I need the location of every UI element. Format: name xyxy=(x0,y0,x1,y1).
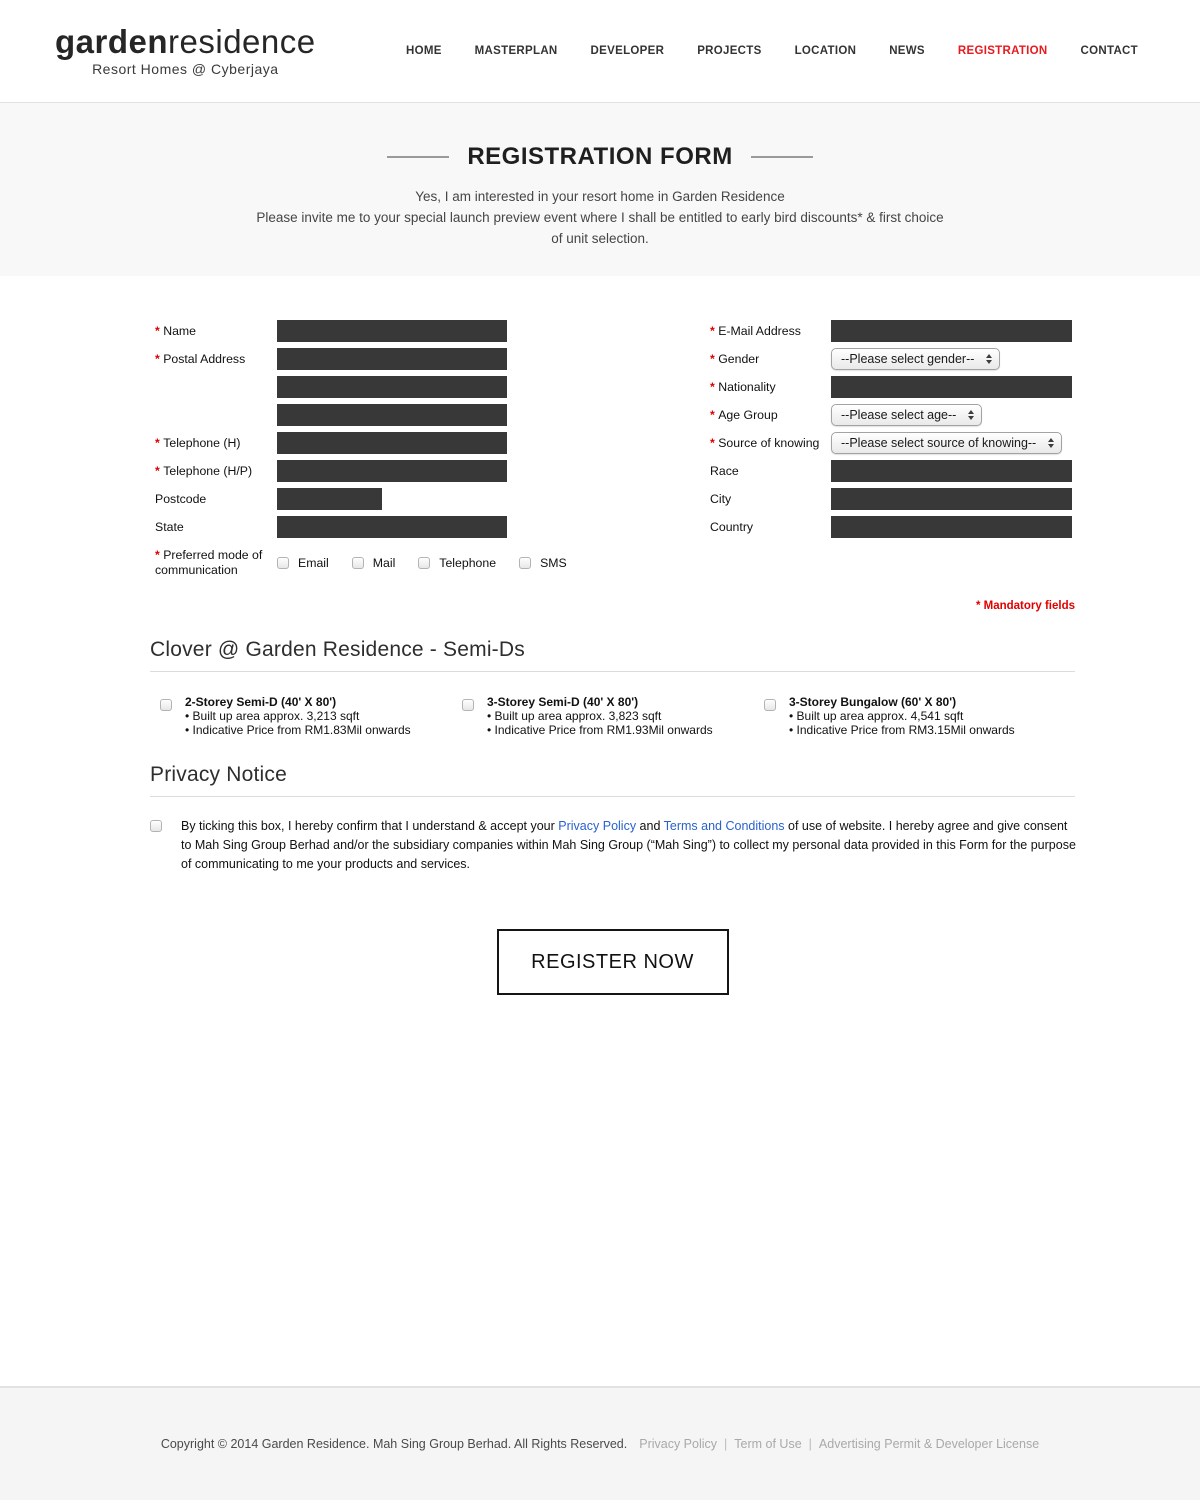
gender-select[interactable] xyxy=(831,348,1000,370)
required-asterisk: * xyxy=(710,351,719,366)
field-label-text: E-Mail Address xyxy=(718,323,801,338)
nav-item-news[interactable]: NEWS xyxy=(889,45,925,57)
site-header xyxy=(0,0,1200,103)
field-label-e-mail-address xyxy=(710,320,831,342)
form-row xyxy=(710,516,1075,538)
form-grid xyxy=(150,320,1075,585)
e-mail-address-input[interactable] xyxy=(831,320,1072,342)
field-label-text: Gender xyxy=(718,351,760,366)
unit-option-checkbox-3-storey-semi-d-40-x-80[interactable] xyxy=(462,699,474,711)
field-label xyxy=(155,404,277,426)
footer-link-advertising-permit-developer-license[interactable]: Advertising Permit & Developer License xyxy=(818,1437,1040,1451)
register-button-row xyxy=(150,929,1075,995)
intro-line-1: Yes, I am interested in your resort home in Garden Residence xyxy=(415,189,785,204)
select-arrows-icon xyxy=(1048,438,1054,448)
required-asterisk: * xyxy=(710,407,719,422)
form-row xyxy=(155,544,610,579)
field-label-postcode xyxy=(155,488,277,510)
select-arrows-icon xyxy=(968,410,974,420)
field-label-text: Telephone (H) xyxy=(163,435,241,450)
field-label-text: Telephone (H/P) xyxy=(163,463,253,478)
privacy-text-mid: and xyxy=(636,819,664,834)
site-footer xyxy=(0,1386,1200,1500)
form-row xyxy=(710,348,1075,370)
title-rule-right xyxy=(751,156,813,158)
form-row xyxy=(155,320,610,342)
nav-item-location[interactable]: LOCATION xyxy=(794,45,857,57)
checkbox-label-mail: Mail xyxy=(372,555,396,570)
communication-mode-group xyxy=(277,544,590,579)
nav-item-contact[interactable]: CONTACT xyxy=(1080,45,1138,57)
form-column-right xyxy=(710,320,1075,585)
field-label-text: Nationality xyxy=(718,379,776,394)
nav-item-projects[interactable]: PROJECTS xyxy=(697,45,762,57)
checkbox-label-email: Email xyxy=(298,555,329,570)
race-input[interactable] xyxy=(831,460,1072,482)
nav-item-developer[interactable]: DEVELOPER xyxy=(590,45,665,57)
field-label-country xyxy=(710,516,831,538)
telephone-checkbox[interactable] xyxy=(418,557,430,569)
field-label-text: State xyxy=(155,519,184,534)
privacy-policy-link[interactable]: Privacy Policy xyxy=(558,819,637,834)
form-row xyxy=(710,488,1075,510)
telephone-h-p-input[interactable] xyxy=(277,460,507,482)
privacy-consent-text xyxy=(181,817,1080,874)
unit-title: 2-Storey Semi-D (40' X 80') xyxy=(185,695,337,710)
form-row xyxy=(710,404,1075,426)
postal-address-input[interactable] xyxy=(277,348,507,370)
unit-option-checkbox-3-storey-bungalow-60-x-80[interactable] xyxy=(764,699,776,711)
logo-text xyxy=(55,25,316,58)
unit-option-text xyxy=(185,696,411,737)
nav-item-home[interactable]: HOME xyxy=(405,45,442,57)
required-asterisk: * xyxy=(710,435,719,450)
mandatory-fields-note: * Mandatory fields xyxy=(975,600,1075,613)
logo-word-residence: residence xyxy=(168,23,316,60)
select-value: --Please select gender-- xyxy=(841,351,975,366)
unit-option-checkbox-2-storey-semi-d-40-x-80[interactable] xyxy=(160,699,172,711)
source-of-knowing-select[interactable] xyxy=(831,432,1062,454)
unit-option xyxy=(150,696,452,737)
unit-option-text xyxy=(487,696,713,737)
unit-option xyxy=(754,696,1056,737)
hero-band xyxy=(0,103,1200,276)
field-label-telephone-h xyxy=(155,432,277,454)
privacy-text-before: By ticking this box, I hereby confirm that I understand & accept your xyxy=(181,819,559,834)
required-asterisk: * xyxy=(155,547,164,562)
field-label-preferred-mode-of-communication xyxy=(155,544,277,579)
sms-checkbox[interactable] xyxy=(519,557,531,569)
age-group-select[interactable] xyxy=(831,404,982,426)
unit-title: 3-Storey Semi-D (40' X 80') xyxy=(487,695,639,710)
form-row xyxy=(710,432,1075,454)
field-label-text: Age Group xyxy=(718,407,778,422)
select-value: --Please select age-- xyxy=(841,407,957,422)
unit-detail: • Built up area approx. 3,823 sqft xyxy=(487,710,713,724)
unit-title: 3-Storey Bungalow (60' X 80') xyxy=(789,695,957,710)
postal-address-line-input[interactable] xyxy=(277,404,507,426)
form-row xyxy=(155,376,610,398)
field-label-text: Name xyxy=(163,323,197,338)
form-row xyxy=(155,404,610,426)
nav-item-masterplan[interactable]: MASTERPLAN xyxy=(474,45,558,57)
form-row xyxy=(710,460,1075,482)
field-label-age-group xyxy=(710,404,831,426)
country-input[interactable] xyxy=(831,516,1072,538)
postcode-input[interactable] xyxy=(277,488,382,510)
form-row xyxy=(155,488,610,510)
field-label-nationality xyxy=(710,376,831,398)
state-input[interactable] xyxy=(277,516,507,538)
required-asterisk: * xyxy=(155,323,164,338)
form-row xyxy=(710,320,1075,342)
copyright-text: Copyright © 2014 Garden Residence. Mah Sing Group Berhad. All Rights Reserved. xyxy=(160,1437,628,1451)
postal-address-line-input[interactable] xyxy=(277,376,507,398)
email-checkbox[interactable] xyxy=(277,557,289,569)
title-rule-left xyxy=(387,156,449,158)
terms-conditions-link[interactable]: Terms and Conditions xyxy=(663,819,785,834)
field-label xyxy=(155,376,277,398)
logo-tagline: Resort Homes @ Cyberjaya xyxy=(92,61,279,77)
footer-link-privacy-policy[interactable]: Privacy Policy xyxy=(639,1437,718,1451)
field-label-race xyxy=(710,460,831,482)
unit-detail: • Indicative Price from RM1.93Mil onwards xyxy=(487,724,713,738)
unit-detail: • Built up area approx. 4,541 sqft xyxy=(789,710,1015,724)
logo-word-garden: garden xyxy=(55,23,169,60)
field-label-telephone-h-p xyxy=(155,460,277,482)
field-label-postal-address xyxy=(155,348,277,370)
intro-text xyxy=(255,187,945,250)
unit-detail: • Indicative Price from RM1.83Mil onwards xyxy=(185,724,411,738)
field-label-text: Postal Address xyxy=(163,351,246,366)
nav-item-registration[interactable]: REGISTRATION xyxy=(957,45,1048,57)
form-row xyxy=(710,376,1075,398)
footer-link-term-of-use[interactable]: Term of Use xyxy=(734,1437,802,1451)
field-label-text: Source of knowing xyxy=(718,435,820,450)
footer-separator: | xyxy=(724,1437,728,1451)
footer-links xyxy=(639,1437,1039,1451)
field-label-text: Race xyxy=(710,463,739,478)
units-heading: Clover @ Garden Residence - Semi-Ds xyxy=(150,638,1075,672)
field-label-text: Postcode xyxy=(155,491,207,506)
main-nav xyxy=(406,45,1138,57)
unit-detail: • Indicative Price from RM3.15Mil onwards xyxy=(789,724,1015,738)
privacy-consent-checkbox[interactable] xyxy=(150,820,162,832)
field-label-text: Preferred mode of communication xyxy=(155,547,263,578)
required-asterisk: * xyxy=(710,379,719,394)
unit-option xyxy=(452,696,754,737)
page-title-row xyxy=(0,143,1200,171)
form-row xyxy=(155,460,610,482)
privacy-text-after: of use of website. I hereby agree and give consent to Mah Sing Group Berhad and/or the subsidiary companies within Mah Sing Group (“Mah Sing”) to collect my personal data provided in this Form for the purpose of communicating to me your products and services. xyxy=(181,819,1076,872)
required-asterisk: * xyxy=(155,435,164,450)
register-now-button[interactable]: REGISTER NOW xyxy=(497,929,729,995)
field-label-text: City xyxy=(710,491,732,506)
logo[interactable] xyxy=(55,25,316,77)
page-title: REGISTRATION FORM xyxy=(467,143,733,170)
unit-option-text xyxy=(789,696,1015,737)
field-label-text: Country xyxy=(710,519,754,534)
field-label-city xyxy=(710,488,831,510)
select-arrows-icon xyxy=(986,354,992,364)
field-label-state xyxy=(155,516,277,538)
checkbox-label-telephone: Telephone xyxy=(439,555,497,570)
telephone-h-input[interactable] xyxy=(277,432,507,454)
field-label-name xyxy=(155,320,277,342)
checkbox-label-sms: SMS xyxy=(540,555,567,570)
unit-detail: • Built up area approx. 3,213 sqft xyxy=(185,710,411,724)
select-value: --Please select source of knowing-- xyxy=(841,435,1037,450)
form-row xyxy=(155,348,610,370)
footer-separator: | xyxy=(808,1437,812,1451)
mail-checkbox[interactable] xyxy=(352,557,364,569)
privacy-consent-row xyxy=(150,817,1080,874)
city-input[interactable] xyxy=(831,488,1072,510)
form-column-left xyxy=(155,320,610,585)
name-input[interactable] xyxy=(277,320,507,342)
nationality-input[interactable] xyxy=(831,376,1072,398)
form-row xyxy=(155,432,610,454)
privacy-heading: Privacy Notice xyxy=(150,763,1075,797)
form-row xyxy=(155,516,610,538)
required-asterisk: * xyxy=(710,323,719,338)
field-label-gender xyxy=(710,348,831,370)
required-asterisk: * xyxy=(155,351,164,366)
field-label-source-of-knowing xyxy=(710,432,831,454)
required-asterisk: * xyxy=(155,463,164,478)
intro-line-2: Please invite me to your special launch preview event where I shall be entitled to early bird discounts* & first choice of unit selection. xyxy=(256,209,944,246)
registration-form xyxy=(0,276,1075,996)
unit-options xyxy=(150,696,1140,737)
